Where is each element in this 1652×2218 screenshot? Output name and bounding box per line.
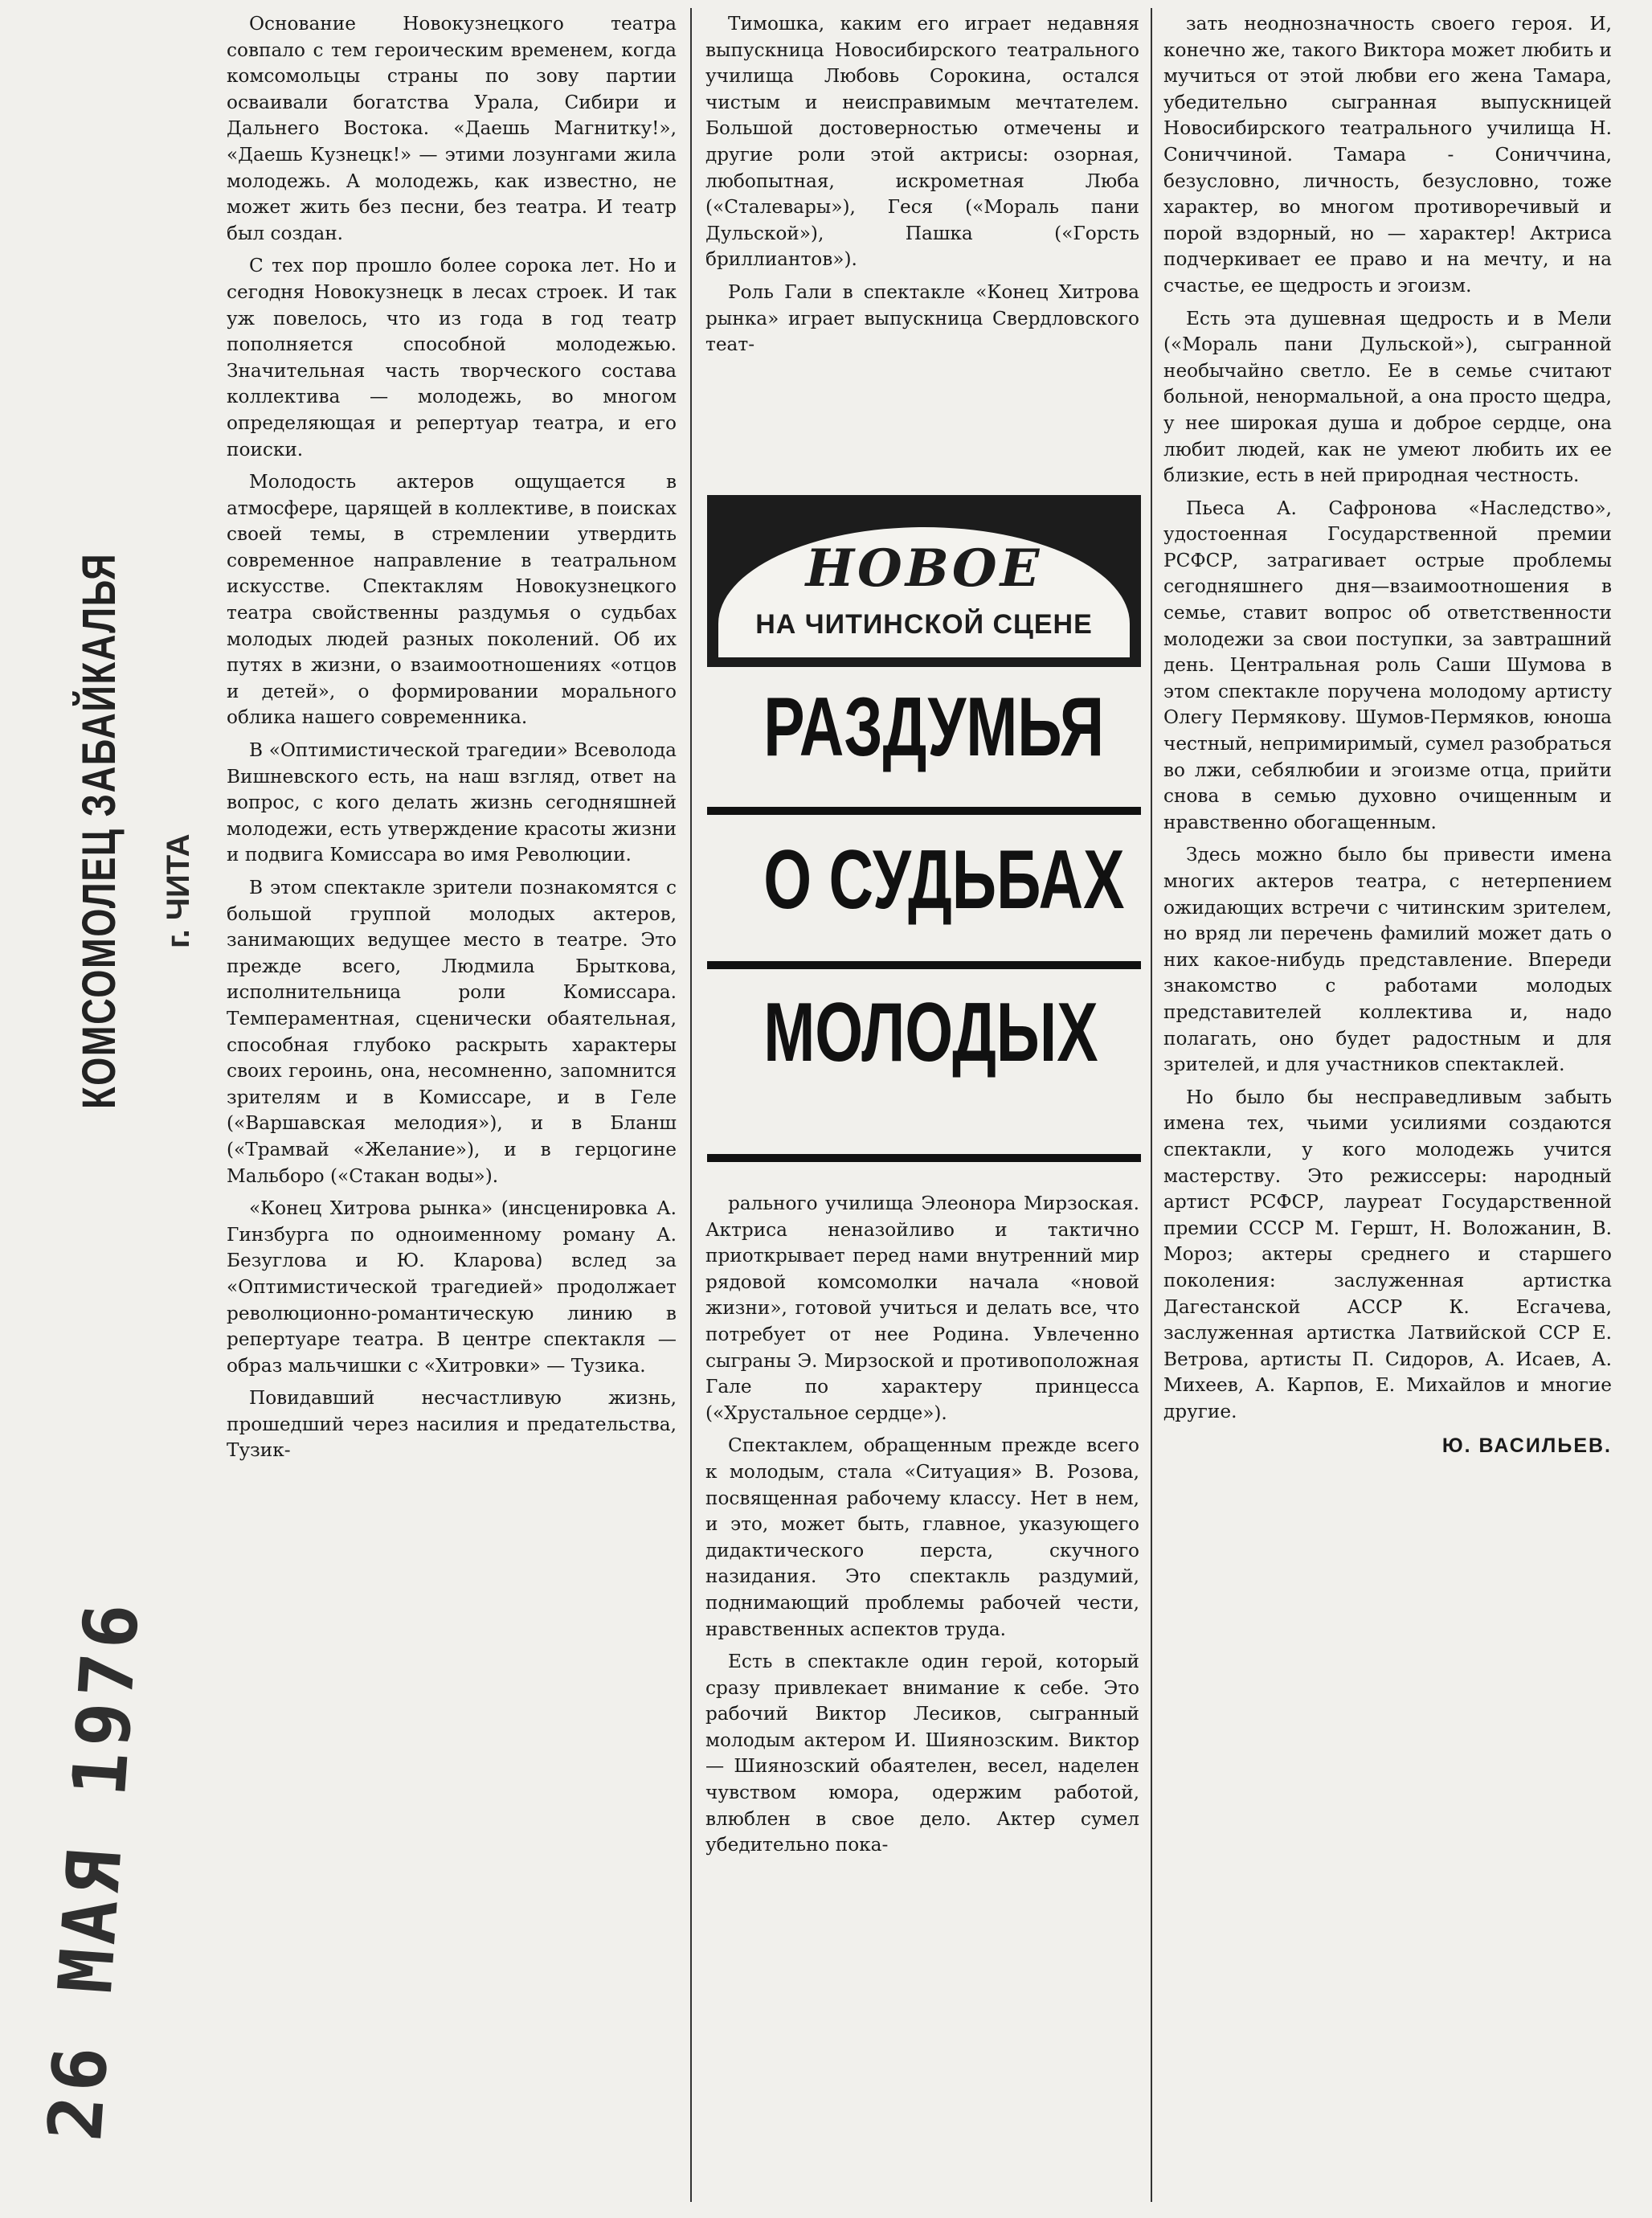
paragraph: Здесь можно было бы привести имена многих актеров театра, с нетерпением ожидающих встречи с читинским зрителем, но вряд ли перечень фамилий может дать о них какое-нибудь представление. Впереди знакомство с работами молодых представителей коллектива и, надо полагать, оно будет радостным и для зрителей, и для участников спектаклей.: [1163, 844, 1612, 1076]
headline-block: [707, 495, 1141, 1170]
rubric-badge: [707, 495, 1141, 667]
paragraph: Есть эта душевная щедрость и в Мели («Мораль пани Дульской»), сыгранной необычайно светло. Ее в семье считают больной, ненормальной, а она просто щедра, у нее широкая душа и доброе сердце, она любит людей, как не умеют любить их ее близкие, есть в ней природная честность.: [1163, 307, 1612, 487]
rubric-title: НОВОЕ: [805, 538, 1043, 599]
paragraph: «Конец Хитрова рынка» (инсценировка А. Гинзбурга по одноименному роману А. Безуглова и Ю. Кларова) вслед за «Оптимистической трагедией» продолжает революционно-романтическую линию в репертуаре театра. В центре спектакля — образ мальчишки с «Хитровки» — Тузика.: [227, 1197, 677, 1377]
paragraph: Повидавший несчастливую жизнь, прошедший через насилия и предательства, Тузик-: [227, 1387, 677, 1462]
headline-line-2: О СУДЬБАХ: [763, 833, 1125, 927]
paragraph: Тимошка, каким его играет недавняя выпускница Новосибирского театрального училища Любовь Сорокина, остался чистым и неисправимым мечтателем. Большой достоверностью отмечены и другие роли этой актрисы: озорная, любопытная, искрометная Люба («Сталевары»), Геся («Мораль пани Дульской»), Пашка («Горсть бриллиантов»).: [705, 13, 1139, 271]
paragraph: рального училища Элеонора Мирзоская. Актриса неназойливо и тактично приоткрывает перед нами внутренний мир рядовой комсомолки начала «новой жизни», готовой учиться и делать все, что потребует от нее Родина. Увлеченно сыграны Э. Мирзоской и противоположная Гале по характеру принцесса («Хрустальное сердце»).: [705, 1193, 1139, 1424]
headline-divider: [707, 1154, 1141, 1162]
column-rule: [1151, 8, 1152, 2202]
headline-divider: [707, 807, 1141, 815]
archive-stamp: [16, 241, 217, 2144]
paragraph: В этом спектакле зрители познакомятся с большой группой молодых актеров, занимающих ведущее место в театре. Это прежде всего, Людмила Брыткова, исполнительница роли Комиссара. Темпераментная, сценически обаятельная, способная глубоко раскрыть характеры своих героинь, она, несомненно, запомнится зрителям и в Комиссаре, и в Геле («Варшавская мелодия»), и в Бланш («Трамвай «Желание»), и в герцогине Мальборо («Стакан воды»).: [227, 877, 677, 1187]
paragraph: С тех пор прошло более сорока лет. Но и сегодня Новокузнецк в лесах строек. И так уж повелось, что из года в год театр пополняется способной молодежью. Значительная часть творческого состава коллектива — молодежь, во многом определяющая и репертуар театра, и его поиски.: [227, 255, 677, 460]
date-stamp: 26 МАЯ 1976: [32, 1596, 156, 2144]
headline-line-1: РАЗДУМЬЯ: [763, 681, 1105, 774]
article-column-2-bottom: [705, 1191, 1139, 1859]
paragraph: В «Оптимистической трагедии» Всеволода Вишневского есть, на наш взгляд, ответ на вопрос, с кого делать жизнь сегодняшней молодежи, есть утверждение красоты жизни и подвига Комиссара во имя Революции.: [227, 739, 677, 866]
column-rule: [690, 8, 692, 2202]
paragraph: зать неоднозначность своего героя. И, конечно же, такого Виктора может любить и мучиться от этой любви его жена Тамара, убедительно сыгранная выпускницей Новосибирского театрального училища Н. Сониччиной. Тамара - Сониччина, безусловно, личность, безусловно, тоже характер, во многом противоречивый и порой вздорный, но — характер! Актриса подчеркивает ее право и на мечту, и на счастье, ее щедрость и эгоизм.: [1163, 13, 1612, 297]
rubric-dome: [718, 527, 1130, 657]
paragraph: Роль Гали в спектакле «Конец Хитрова рынка» играет выпускница Свердловского теат-: [705, 280, 1139, 356]
city-stamp: г. ЧИТА: [161, 833, 196, 948]
paragraph: Основание Новокузнецкого театра совпало с тем героическим временем, когда комсомольцы страны по зову партии осваивали богатства Урала, Сибири и Дальнего Востока. «Даешь Магнитку!», «Даешь Кузнецк!» — этими лозунгами жила молодежь. А молодежь, как известно, не может жить без песни, без театра. И театр был создан.: [227, 13, 677, 244]
paragraph: Есть в спектакле один герой, который сразу привлекает внимание к себе. Это рабочий Виктор Лесиков, сыгранный молодым актером И. Шиянозским. Виктор — Шиянозский обаятелен, весел, наделен чувством юмора, одержим работой, влюблен в свое дело. Актер сумел убедительно пока-: [705, 1651, 1139, 1856]
newspaper-name-stamp: КОМСОМОЛЕЦ ЗАБАЙКАЛЬЯ: [73, 552, 125, 1109]
article-column-3: [1163, 11, 1612, 1459]
paragraph: Молодость актеров ощущается в атмосфере, царящей в коллективе, в поисках своей темы, в стремлении утвердить современное направление в театральном искусстве. Спектаклям Новокузнецкого театра свойственны раздумья о судьбах молодых людей разных поколений. Об их путях в жизни, о взаимоотношениях «отцов и детей», о формировании морального облика нашего современника.: [227, 471, 677, 729]
headline-line-3: МОЛОДЫХ: [763, 986, 1098, 1079]
author-signature: Ю. ВАСИЛЬЕВ.: [1441, 1434, 1612, 1458]
paragraph: Но было бы несправедливым забыть имена тех, чьими усилиями создаются спектакли, у кого молодежь учится мастерству. Это режиссеры: народный артист РСФСР, лауреат Государственной премии СССР М. Гершт, Н. Воложанин, В. Мороз; актеры среднего и старшего поколения: заслуженная артистка Дагестанской АССР К. Есгачева, заслуженная артистка Латвийской ССР Е. Ветрова, артисты П. Сидоров, А. Исаев, А. Михеев, А. Карпов, Е. Михайлов и многие другие.: [1163, 1086, 1612, 1422]
rubric-subtitle: НА ЧИТИНСКОЙ СЦЕНЕ: [755, 609, 1093, 640]
paragraph: Спектаклем, обращенным прежде всего к молодым, стала «Ситуация» В. Розова, посвященная рабочему классу. Нет в нем, и это, может быть, главное, указующего дидактического перста, скучного назидания. Это спектакль раздумий, поднимающий проблемы рабочей чести, нравственных аспектов труда.: [705, 1434, 1139, 1640]
article-column-1: [227, 11, 677, 1464]
headline-divider: [707, 961, 1141, 969]
paragraph: Пьеса А. Сафронова «Наследство», удостоенная Государственной премии РСФСР, затрагивает острые проблемы сегодняшнего дня—взаимоотношения в семье, ставит вопрос об ответственности молодежи за свои поступки, за завтрашний день. Центральная роль Саши Шумова в этом спектакле поручена молодому артисту Олегу Пермякову. Шумов-Пермяков, юноша честный, непримиримый, сумел разобраться во лжи, себялюбии и эгоизме отца, прийти снова в семью духовно очищенным и нравственно обогащенным.: [1163, 497, 1612, 833]
article-column-2-top: [705, 11, 1139, 358]
